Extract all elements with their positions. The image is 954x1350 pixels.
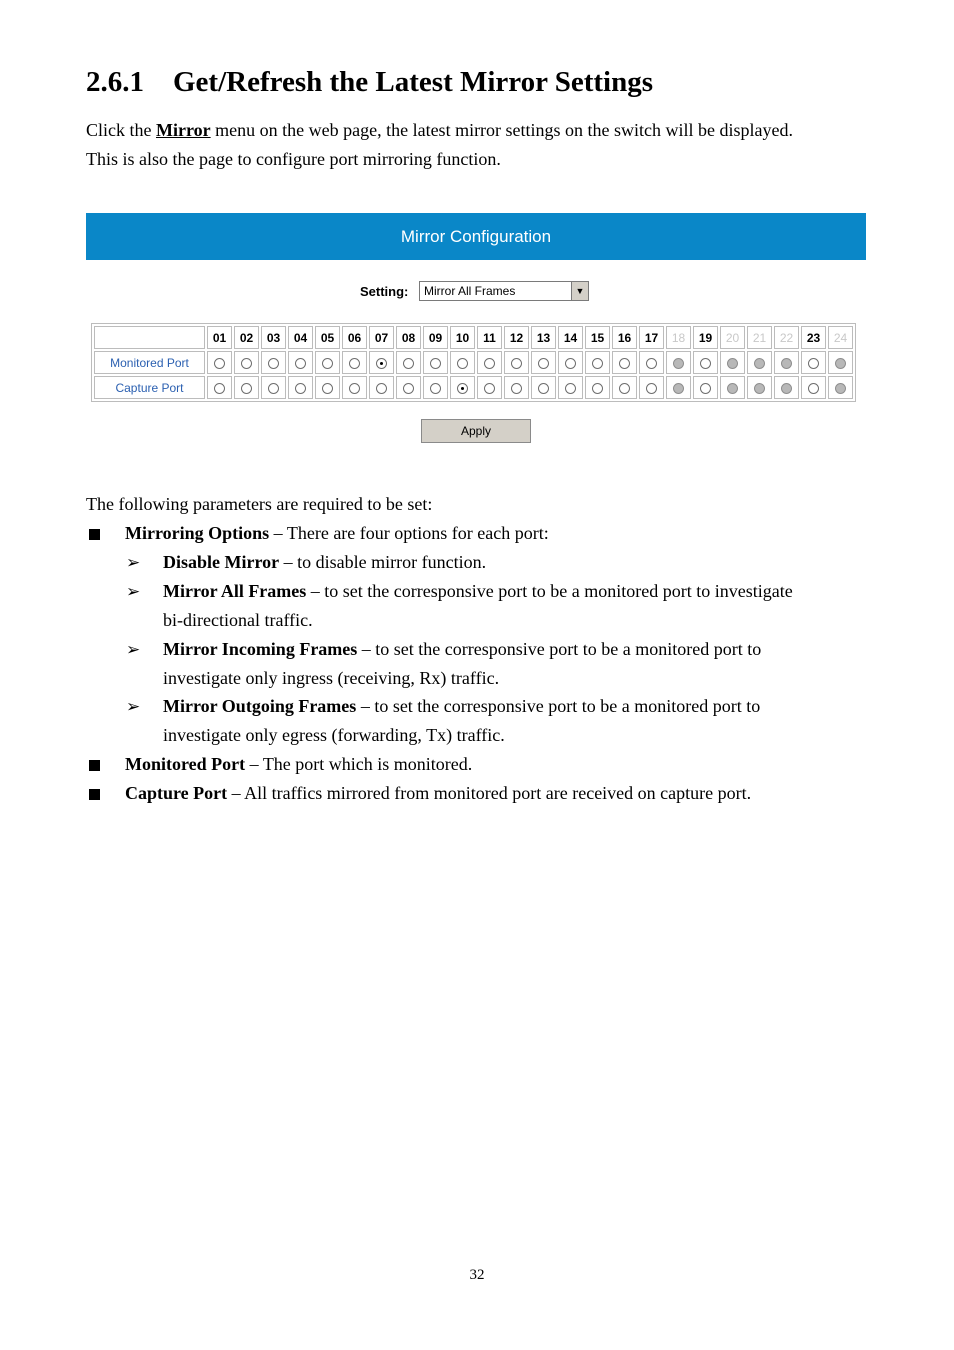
- monitored-port-cell-21: [747, 351, 772, 374]
- arrow-bullet-icon: ➢: [126, 553, 141, 572]
- monitored-port-radio-13[interactable]: [538, 358, 549, 369]
- port-header-19: 19: [693, 326, 718, 349]
- monitored-port-cell-02: [234, 351, 259, 374]
- capture-port-radio-03[interactable]: [268, 383, 279, 394]
- capture-port-cell-04: [288, 376, 313, 399]
- capture-port-radio-05[interactable]: [322, 383, 333, 394]
- port-header-08: 08: [396, 326, 421, 349]
- monitored-port-radio-09[interactable]: [430, 358, 441, 369]
- capture-port-radio-17[interactable]: [646, 383, 657, 394]
- monitored-port-cell-01: [207, 351, 232, 374]
- monitored-port-cell-20: [720, 351, 745, 374]
- desc: – to set the corresponsive port to be a monitored port to: [357, 639, 762, 659]
- port-header-13: 13: [531, 326, 556, 349]
- monitored-port-radio-20: [727, 358, 738, 369]
- corner-cell: [94, 326, 205, 349]
- capture-port-radio-21: [754, 383, 765, 394]
- monitored-port-cell-13: [531, 351, 556, 374]
- chevron-down-icon[interactable]: ▼: [571, 282, 588, 300]
- monitored-port-radio-14[interactable]: [565, 358, 576, 369]
- desc: – The port which is monitored.: [245, 754, 473, 774]
- port-header-07: 07: [369, 326, 394, 349]
- capture-port-cell-20: [720, 376, 745, 399]
- term: Mirror Outgoing Frames: [163, 696, 357, 716]
- params-intro: The following parameters are required to be set:: [86, 494, 433, 514]
- capture-port-radio-22: [781, 383, 792, 394]
- capture-port-radio-24: [835, 383, 846, 394]
- capture-port-radio-01[interactable]: [214, 383, 225, 394]
- intro-paragraph: [86, 116, 876, 174]
- capture-port-radio-04[interactable]: [295, 383, 306, 394]
- intro-line-2: This is also the page to configure port mirroring function.: [86, 149, 501, 169]
- section-number: 2.6.1: [86, 66, 144, 98]
- desc-cont: bi-directional traffic.: [163, 610, 313, 630]
- monitored-port-cell-07: [369, 351, 394, 374]
- monitored-port-cell-18: [666, 351, 691, 374]
- capture-port-cell-24: [828, 376, 853, 399]
- monitored-port-radio-07[interactable]: [376, 358, 387, 369]
- capture-port-cell-19: [693, 376, 718, 399]
- capture-port-radio-20: [727, 383, 738, 394]
- setting-select-value: Mirror All Frames: [424, 284, 516, 298]
- option-item: [163, 692, 760, 750]
- monitored-port-radio-23[interactable]: [808, 358, 819, 369]
- option-item: [163, 635, 761, 693]
- monitored-port-cell-11: [477, 351, 502, 374]
- monitored-port-radio-10[interactable]: [457, 358, 468, 369]
- capture-port-cell-03: [261, 376, 286, 399]
- monitored-port-radio-11[interactable]: [484, 358, 495, 369]
- capture-port-radio-10[interactable]: [457, 383, 468, 394]
- term: Disable Mirror: [163, 552, 280, 572]
- port-table: [91, 323, 856, 402]
- port-header-01: 01: [207, 326, 232, 349]
- capture-port-cell-10: [450, 376, 475, 399]
- monitored-port-cell-23: [801, 351, 826, 374]
- term: Capture Port: [125, 783, 228, 803]
- capture-port-radio-14[interactable]: [565, 383, 576, 394]
- monitored-port-cell-09: [423, 351, 448, 374]
- term: Mirror Incoming Frames: [163, 639, 358, 659]
- monitored-port-radio-06[interactable]: [349, 358, 360, 369]
- intro-text-before: Click the: [86, 120, 156, 140]
- monitored-port-row: [94, 351, 853, 374]
- setting-select[interactable]: [419, 281, 589, 301]
- capture-port-radio-13[interactable]: [538, 383, 549, 394]
- term: Mirror All Frames: [163, 581, 307, 601]
- desc: – to disable mirror function.: [279, 552, 487, 572]
- arrow-bullet-icon: ➢: [126, 640, 141, 659]
- capture-port-cell-12: [504, 376, 529, 399]
- port-header-18: 18: [666, 326, 691, 349]
- option-item: [163, 548, 486, 577]
- capture-port-radio-07[interactable]: [376, 383, 387, 394]
- capture-port-cell-23: [801, 376, 826, 399]
- port-header-16: 16: [612, 326, 637, 349]
- monitored-port-cell-03: [261, 351, 286, 374]
- monitored-port-cell-19: [693, 351, 718, 374]
- port-header-05: 05: [315, 326, 340, 349]
- monitored-port-radio-21: [754, 358, 765, 369]
- desc: – All traffics mirrored from monitored port are received on capture port.: [227, 783, 752, 803]
- capture-port-item: [125, 779, 751, 808]
- monitored-port-cell-12: [504, 351, 529, 374]
- capture-port-cell-09: [423, 376, 448, 399]
- capture-port-label: Capture Port: [94, 376, 205, 399]
- capture-port-cell-17: [639, 376, 664, 399]
- square-bullet-icon: [89, 789, 100, 800]
- port-header-06: 06: [342, 326, 367, 349]
- mirroring-options-item: [125, 519, 549, 548]
- capture-port-cell-16: [612, 376, 637, 399]
- page-number: 32: [469, 1267, 485, 1283]
- capture-port-cell-05: [315, 376, 340, 399]
- capture-port-cell-21: [747, 376, 772, 399]
- monitored-port-radio-05[interactable]: [322, 358, 333, 369]
- monitored-port-radio-12[interactable]: [511, 358, 522, 369]
- capture-port-radio-09[interactable]: [430, 383, 441, 394]
- capture-port-cell-13: [531, 376, 556, 399]
- port-header-22: 22: [774, 326, 799, 349]
- monitored-port-radio-01[interactable]: [214, 358, 225, 369]
- port-header-17: 17: [639, 326, 664, 349]
- monitored-port-cell-08: [396, 351, 421, 374]
- monitored-port-radio-02[interactable]: [241, 358, 252, 369]
- square-bullet-icon: [89, 760, 100, 771]
- capture-port-radio-12[interactable]: [511, 383, 522, 394]
- capture-port-cell-01: [207, 376, 232, 399]
- monitored-port-radio-15[interactable]: [592, 358, 603, 369]
- port-header-15: 15: [585, 326, 610, 349]
- port-header-03: 03: [261, 326, 286, 349]
- banner-title: Mirror Configuration: [400, 226, 552, 246]
- monitored-port-radio-22: [781, 358, 792, 369]
- monitored-port-cell-24: [828, 351, 853, 374]
- capture-port-radio-06[interactable]: [349, 383, 360, 394]
- monitored-port-cell-16: [612, 351, 637, 374]
- setting-label: Setting:: [360, 284, 409, 299]
- panel-banner: [86, 213, 866, 260]
- monitored-port-radio-17[interactable]: [646, 358, 657, 369]
- capture-port-cell-11: [477, 376, 502, 399]
- monitored-port-cell-04: [288, 351, 313, 374]
- monitored-port-radio-24: [835, 358, 846, 369]
- apply-button[interactable]: Apply: [421, 419, 531, 443]
- arrow-bullet-icon: ➢: [126, 697, 141, 716]
- monitored-port-cell-22: [774, 351, 799, 374]
- section-heading: [86, 66, 653, 99]
- capture-port-radio-19[interactable]: [700, 383, 711, 394]
- port-header-04: 04: [288, 326, 313, 349]
- desc-cont: investigate only ingress (receiving, Rx) traffic.: [163, 668, 500, 688]
- monitored-port-cell-05: [315, 351, 340, 374]
- capture-port-cell-07: [369, 376, 394, 399]
- capture-port-row: [94, 376, 853, 399]
- term: Mirroring Options: [125, 523, 270, 543]
- section-title: Get/Refresh the Latest Mirror Settings: [173, 66, 654, 98]
- monitored-port-radio-03[interactable]: [268, 358, 279, 369]
- capture-port-cell-22: [774, 376, 799, 399]
- port-header-23: 23: [801, 326, 826, 349]
- monitored-port-label: Monitored Port: [94, 351, 205, 374]
- desc: – There are four options for each port:: [269, 523, 549, 543]
- capture-port-cell-08: [396, 376, 421, 399]
- monitored-port-cell-06: [342, 351, 367, 374]
- monitored-port-radio-08[interactable]: [403, 358, 414, 369]
- capture-port-cell-15: [585, 376, 610, 399]
- port-header-02: 02: [234, 326, 259, 349]
- arrow-bullet-icon: ➢: [126, 582, 141, 601]
- desc: – to set the corresponsive port to be a monitored port to: [356, 696, 761, 716]
- capture-port-radio-08[interactable]: [403, 383, 414, 394]
- capture-port-radio-23[interactable]: [808, 383, 819, 394]
- option-item: [163, 577, 793, 635]
- monitored-port-item: [125, 750, 472, 779]
- monitored-port-cell-15: [585, 351, 610, 374]
- intro-text-after: menu on the web page, the latest mirror settings on the switch will be displayed.: [210, 120, 794, 140]
- port-header-09: 09: [423, 326, 448, 349]
- port-header-14: 14: [558, 326, 583, 349]
- square-bullet-icon: [89, 529, 100, 540]
- mirror-menu-link: Mirror: [156, 120, 211, 140]
- capture-port-radio-11[interactable]: [484, 383, 495, 394]
- monitored-port-radio-19[interactable]: [700, 358, 711, 369]
- capture-port-cell-18: [666, 376, 691, 399]
- capture-port-cell-14: [558, 376, 583, 399]
- port-header-24: 24: [828, 326, 853, 349]
- capture-port-radio-15[interactable]: [592, 383, 603, 394]
- capture-port-cell-06: [342, 376, 367, 399]
- monitored-port-cell-14: [558, 351, 583, 374]
- port-header-11: 11: [477, 326, 502, 349]
- port-header-12: 12: [504, 326, 529, 349]
- port-header-20: 20: [720, 326, 745, 349]
- port-header-row: [94, 326, 853, 349]
- port-header-10: 10: [450, 326, 475, 349]
- capture-port-radio-02[interactable]: [241, 383, 252, 394]
- port-header-21: 21: [747, 326, 772, 349]
- capture-port-radio-18: [673, 383, 684, 394]
- term: Monitored Port: [125, 754, 246, 774]
- desc-cont: investigate only egress (forwarding, Tx) traffic.: [163, 725, 505, 745]
- monitored-port-radio-04[interactable]: [295, 358, 306, 369]
- capture-port-cell-02: [234, 376, 259, 399]
- desc: – to set the corresponsive port to be a monitored port to investigate: [306, 581, 793, 601]
- capture-port-radio-16[interactable]: [619, 383, 630, 394]
- monitored-port-radio-16[interactable]: [619, 358, 630, 369]
- monitored-port-cell-10: [450, 351, 475, 374]
- monitored-port-cell-17: [639, 351, 664, 374]
- monitored-port-radio-18: [673, 358, 684, 369]
